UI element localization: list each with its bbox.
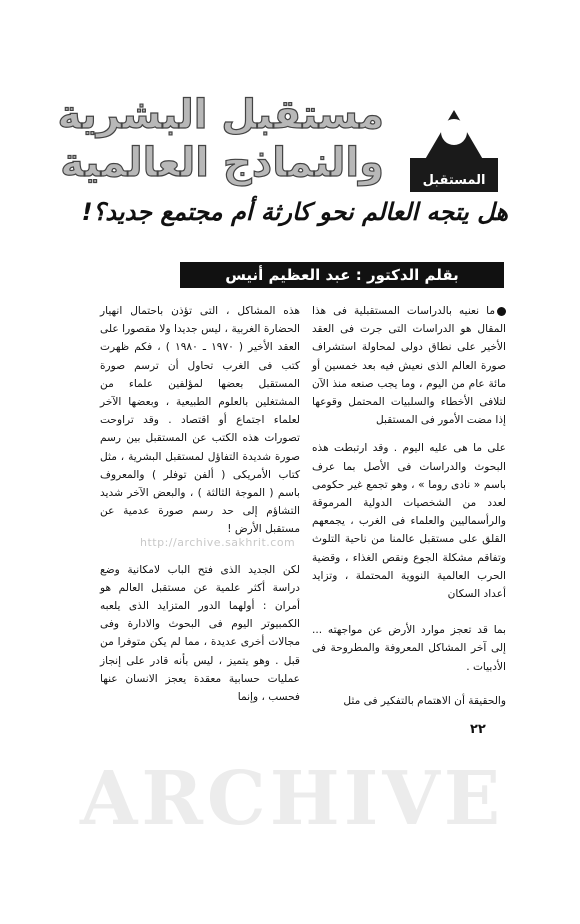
logo-shapes-icon: [410, 92, 498, 172]
author-byline: بقلم الدكتور : عبد العظيم أنيس: [180, 262, 504, 288]
paragraph: [312, 302, 506, 429]
paragraph: بما قد تعجز موارد الأرض عن مواجهته ... إلى آخر المشاكل المعروفة والمطروحة فى الأدبيات .: [312, 624, 506, 673]
magazine-logo: [410, 92, 498, 196]
article-title-line2: والنماذج العالمية: [60, 140, 384, 186]
logo-label: المستقبل: [410, 170, 498, 192]
archive-watermark: ARCHIVE: [80, 756, 505, 842]
article-title-line1: مستقبل البشرية: [57, 92, 384, 138]
paragraph: والحقيقة أن الاهتمام بالتفكير فى مثل: [343, 694, 506, 707]
paragraph: هذه المشاكل ، التى تؤذن باحتمال انهيار الحضارة الغربية ، ليس جديدا ولا مقصورا على العقد الأخير ( ١٩٧٠ ـ ١٩٨٠ ) ، فكم ظهرت كتب فى الغرب تحاول أن ترسم صورة المستقبل بعضها لمؤلفين علماء من المشتغلين بالعلوم الطبيعية ، وبعضها الآخر لعلماء اجتماع أو اقتصاد . وقد تراوحت تصورات هذه الكتب عن المستقبل بين رسم صورة شديدة التفاؤل لمستقبل البشرية ، مثل كتاب الأمريكى ( ألفن توفلر ) والمعروف باسم ( الموجة الثالثة ) ، والبعض الآخر شديد التشاؤم إلى حد رسم صورة عدمية عن مستقبل الأرض !: [100, 305, 301, 536]
left-column: [100, 302, 300, 706]
bullet-icon: [497, 307, 506, 316]
article-subtitle: هل يتجه العالم نحو كارثة أم مجتمع جديد؟!: [81, 198, 508, 226]
right-column: [312, 302, 506, 710]
page-number: ٢٢: [470, 722, 486, 737]
watermark-url: http://archive.sakhrit.com: [140, 536, 296, 549]
paragraph: على ما هى عليه اليوم . وقد ارتبطت هذه البحوث والدراسات فى الأصل بما عرف باسم « نادى روما » ، وهو تجمع غير حكومى لعدد من الشخصيات الدولية المرموقة والرأسماليين والعلماء فى الغرب ، يجمعهم القلق على مستقبل عالمنا من ناحية التلوث وتفاقم مشكلة الجوع ونقص الغذاء ، وقضية الحرب العالمية النووية المحتملة ، وتزايد أعداد السكان: [312, 442, 506, 601]
paragraph-text: ما نعنيه بالدراسات المستقبلية فى هذا المقال هو الدراسات التى جرت فى العقد الأخير على نطاق دولى لمحاولة استشراف صورة العالم الذى نعيش فيه بعد خمسين أو مائة عام من اليوم ، وما يجب صنعه منذ الآن لتلافى الأخطاء والسلبيات المحتمل وقوعها إذا مضت الأمور فى المستقبل: [312, 305, 506, 427]
paragraph: لكن الجديد الذى فتح الباب لامكانية وضع دراسة أكثر علمية عن مستقبل العالم هو أمران : أولهما الدور المتزايد الذى يلعبه الكمبيوتر اليوم فى البحوث والادارة وفى مجالات أخرى عديدة ، مما لم يكن متوفرا من قبل . وهو يتميز ، ليس بأنه قادر على إنجاز عمليات حسابية معقدة يعجز الانسان عنها فحسب ، وإنما: [100, 563, 300, 704]
